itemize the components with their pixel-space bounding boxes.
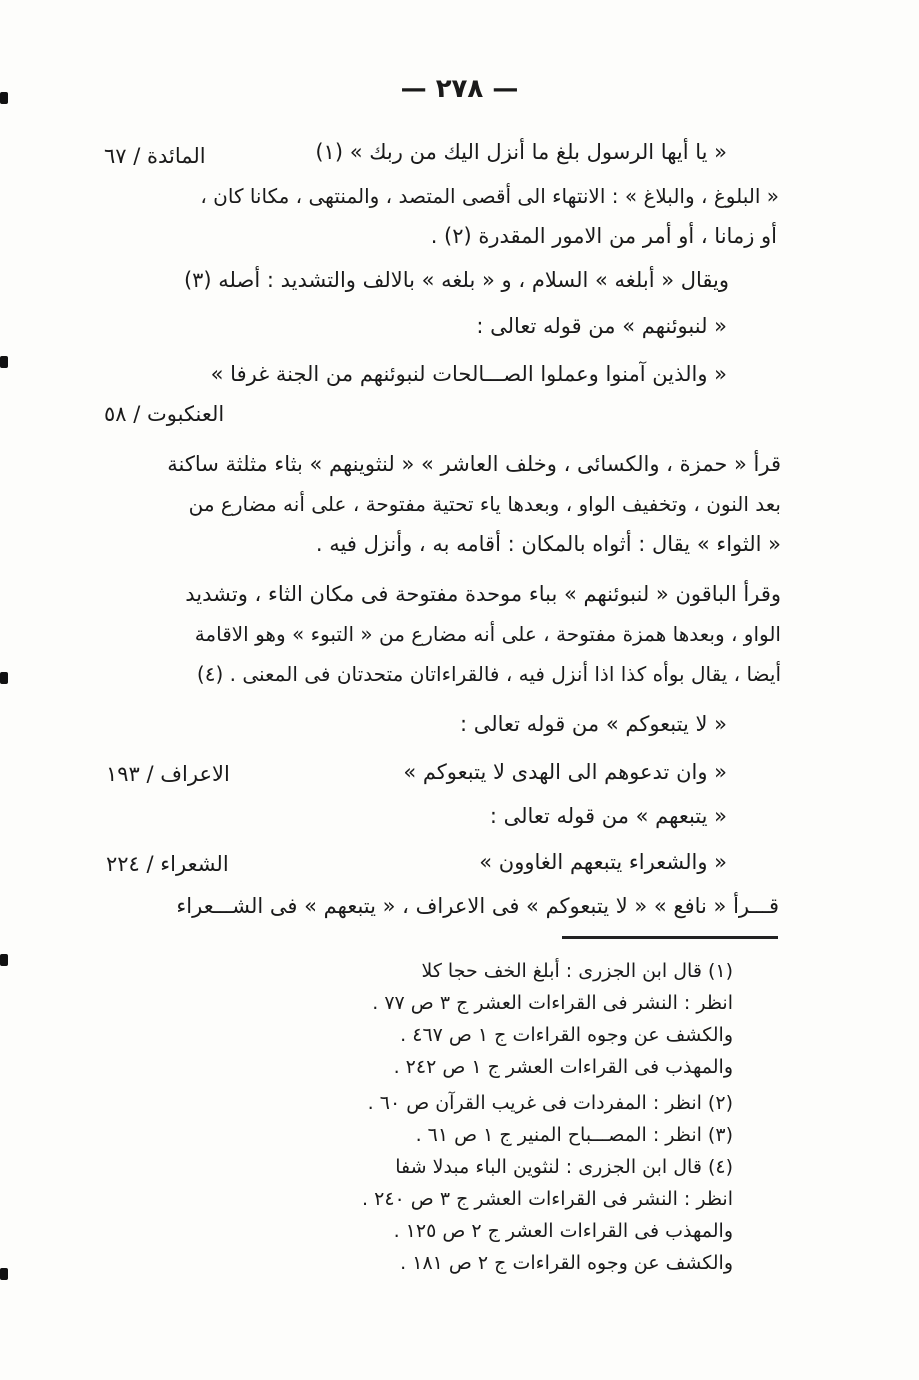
verse-reference: العنكبوت / ٥٨ bbox=[104, 402, 225, 426]
text-line: قـــرأ « نافع » « لا يتبعوكم » فى الاعراف ، « يتبعهم » فى الشـــعراء bbox=[176, 894, 779, 918]
verse-reference: المائدة / ٦٧ bbox=[104, 144, 206, 168]
footnote-line: والمهذب فى القراءات العشر ج ١ ص ٢٤٢ . bbox=[393, 1056, 733, 1078]
footnote-separator bbox=[562, 936, 778, 939]
text-line: الواو ، وبعدها همزة مفتوحة ، على أنه مضارع من « التبوء » وهو الاقامة bbox=[194, 622, 781, 646]
footnote-line: (٣) انظر : المصـــباح المنير ج ١ ص ٦١ . bbox=[415, 1124, 733, 1146]
page-number: — ٢٧٨ — bbox=[400, 74, 519, 104]
verse-reference: الاعراف / ١٩٣ bbox=[106, 762, 230, 786]
footnote-line: (٤) قال ابن الجزرى : لنثوين الباء مبدلا شفا bbox=[395, 1156, 733, 1178]
text-line: أيضا ، يقال بوأه كذا اذا أنزل فيه ، فالقراءاتان متحدتان فى المعنى . (٤) bbox=[196, 662, 781, 686]
text-line: « الثواء » يقال : أثواه بالمكان : أقامه به ، وأنزل فيه . bbox=[315, 532, 781, 556]
text-line: أو زمانا ، أو أمر من الامور المقدرة (٢) . bbox=[430, 224, 777, 248]
text-line: « البلوغ ، والبلاغ » : الانتهاء الى أقصى المتصد ، والمنتهى ، مكانا كان ، bbox=[200, 184, 779, 208]
footnote-line: (١) قال ابن الجزرى : أبلغ الخف حجا كلا bbox=[421, 960, 733, 982]
footnote-line: انظر : النشر فى القراءات العشر ج ٣ ص ٢٤٠ . bbox=[362, 1188, 733, 1210]
text-line: وقرأ الباقون « لنبوئنهم » بباء موحدة مفتوحة فى مكان الثاء ، وتشديد bbox=[185, 582, 781, 606]
scan-edge-mark bbox=[0, 92, 8, 104]
text-line: قرأ « حمزة ، والكسائى ، وخلف العاشر » « لنثوينهم » بثاء مثلثة ساكنة bbox=[167, 452, 781, 476]
footnote-line: والكشف عن وجوه القراءات ج ١ ص ٤٦٧ . bbox=[400, 1024, 733, 1046]
footnote-line: (٢) انظر : المفردات فى غريب القرآن ص ٦٠ . bbox=[367, 1092, 733, 1114]
footnote-line: انظر : النشر فى القراءات العشر ج ٣ ص ٧٧ . bbox=[372, 992, 733, 1014]
scan-edge-mark bbox=[0, 954, 8, 966]
verse-line: « والشعراء يتبعهم الغاوون » bbox=[479, 850, 727, 874]
verse-line: « والذين آمنوا وعملوا الصـــالحات لنبوئنهم من الجنة غرفا » bbox=[210, 362, 727, 386]
verse-line: « وان تدعوهم الى الهدى لا يتبعوكم » bbox=[403, 760, 727, 784]
footnote-line: والمهذب فى القراءات العشر ج ٢ ص ١٢٥ . bbox=[393, 1220, 733, 1242]
text-line: بعد النون ، وتخفيف الواو ، وبعدها ياء تحتية مفتوحة ، على أنه مضارع من bbox=[188, 492, 781, 516]
verse-line: « يا أيها الرسول بلغ ما أنزل اليك من ربك » (١) bbox=[315, 140, 727, 164]
footnote-line: والكشف عن وجوه القراءات ج ٢ ص ١٨١ . bbox=[400, 1252, 733, 1274]
scan-edge-mark bbox=[0, 672, 8, 684]
text-line: « يتبعهم » من قوله تعالى : bbox=[489, 804, 727, 828]
text-line: « لا يتبعوكم » من قوله تعالى : bbox=[459, 712, 727, 736]
verse-reference: الشعراء / ٢٢٤ bbox=[106, 852, 229, 876]
scan-edge-mark bbox=[0, 356, 8, 368]
text-line: ويقال « أبلغه » السلام ، و « بلغه » بالالف والتشديد : أصله (٣) bbox=[183, 268, 729, 292]
scan-edge-mark bbox=[0, 1268, 8, 1280]
text-line: « لنبوئنهم » من قوله تعالى : bbox=[476, 314, 727, 338]
